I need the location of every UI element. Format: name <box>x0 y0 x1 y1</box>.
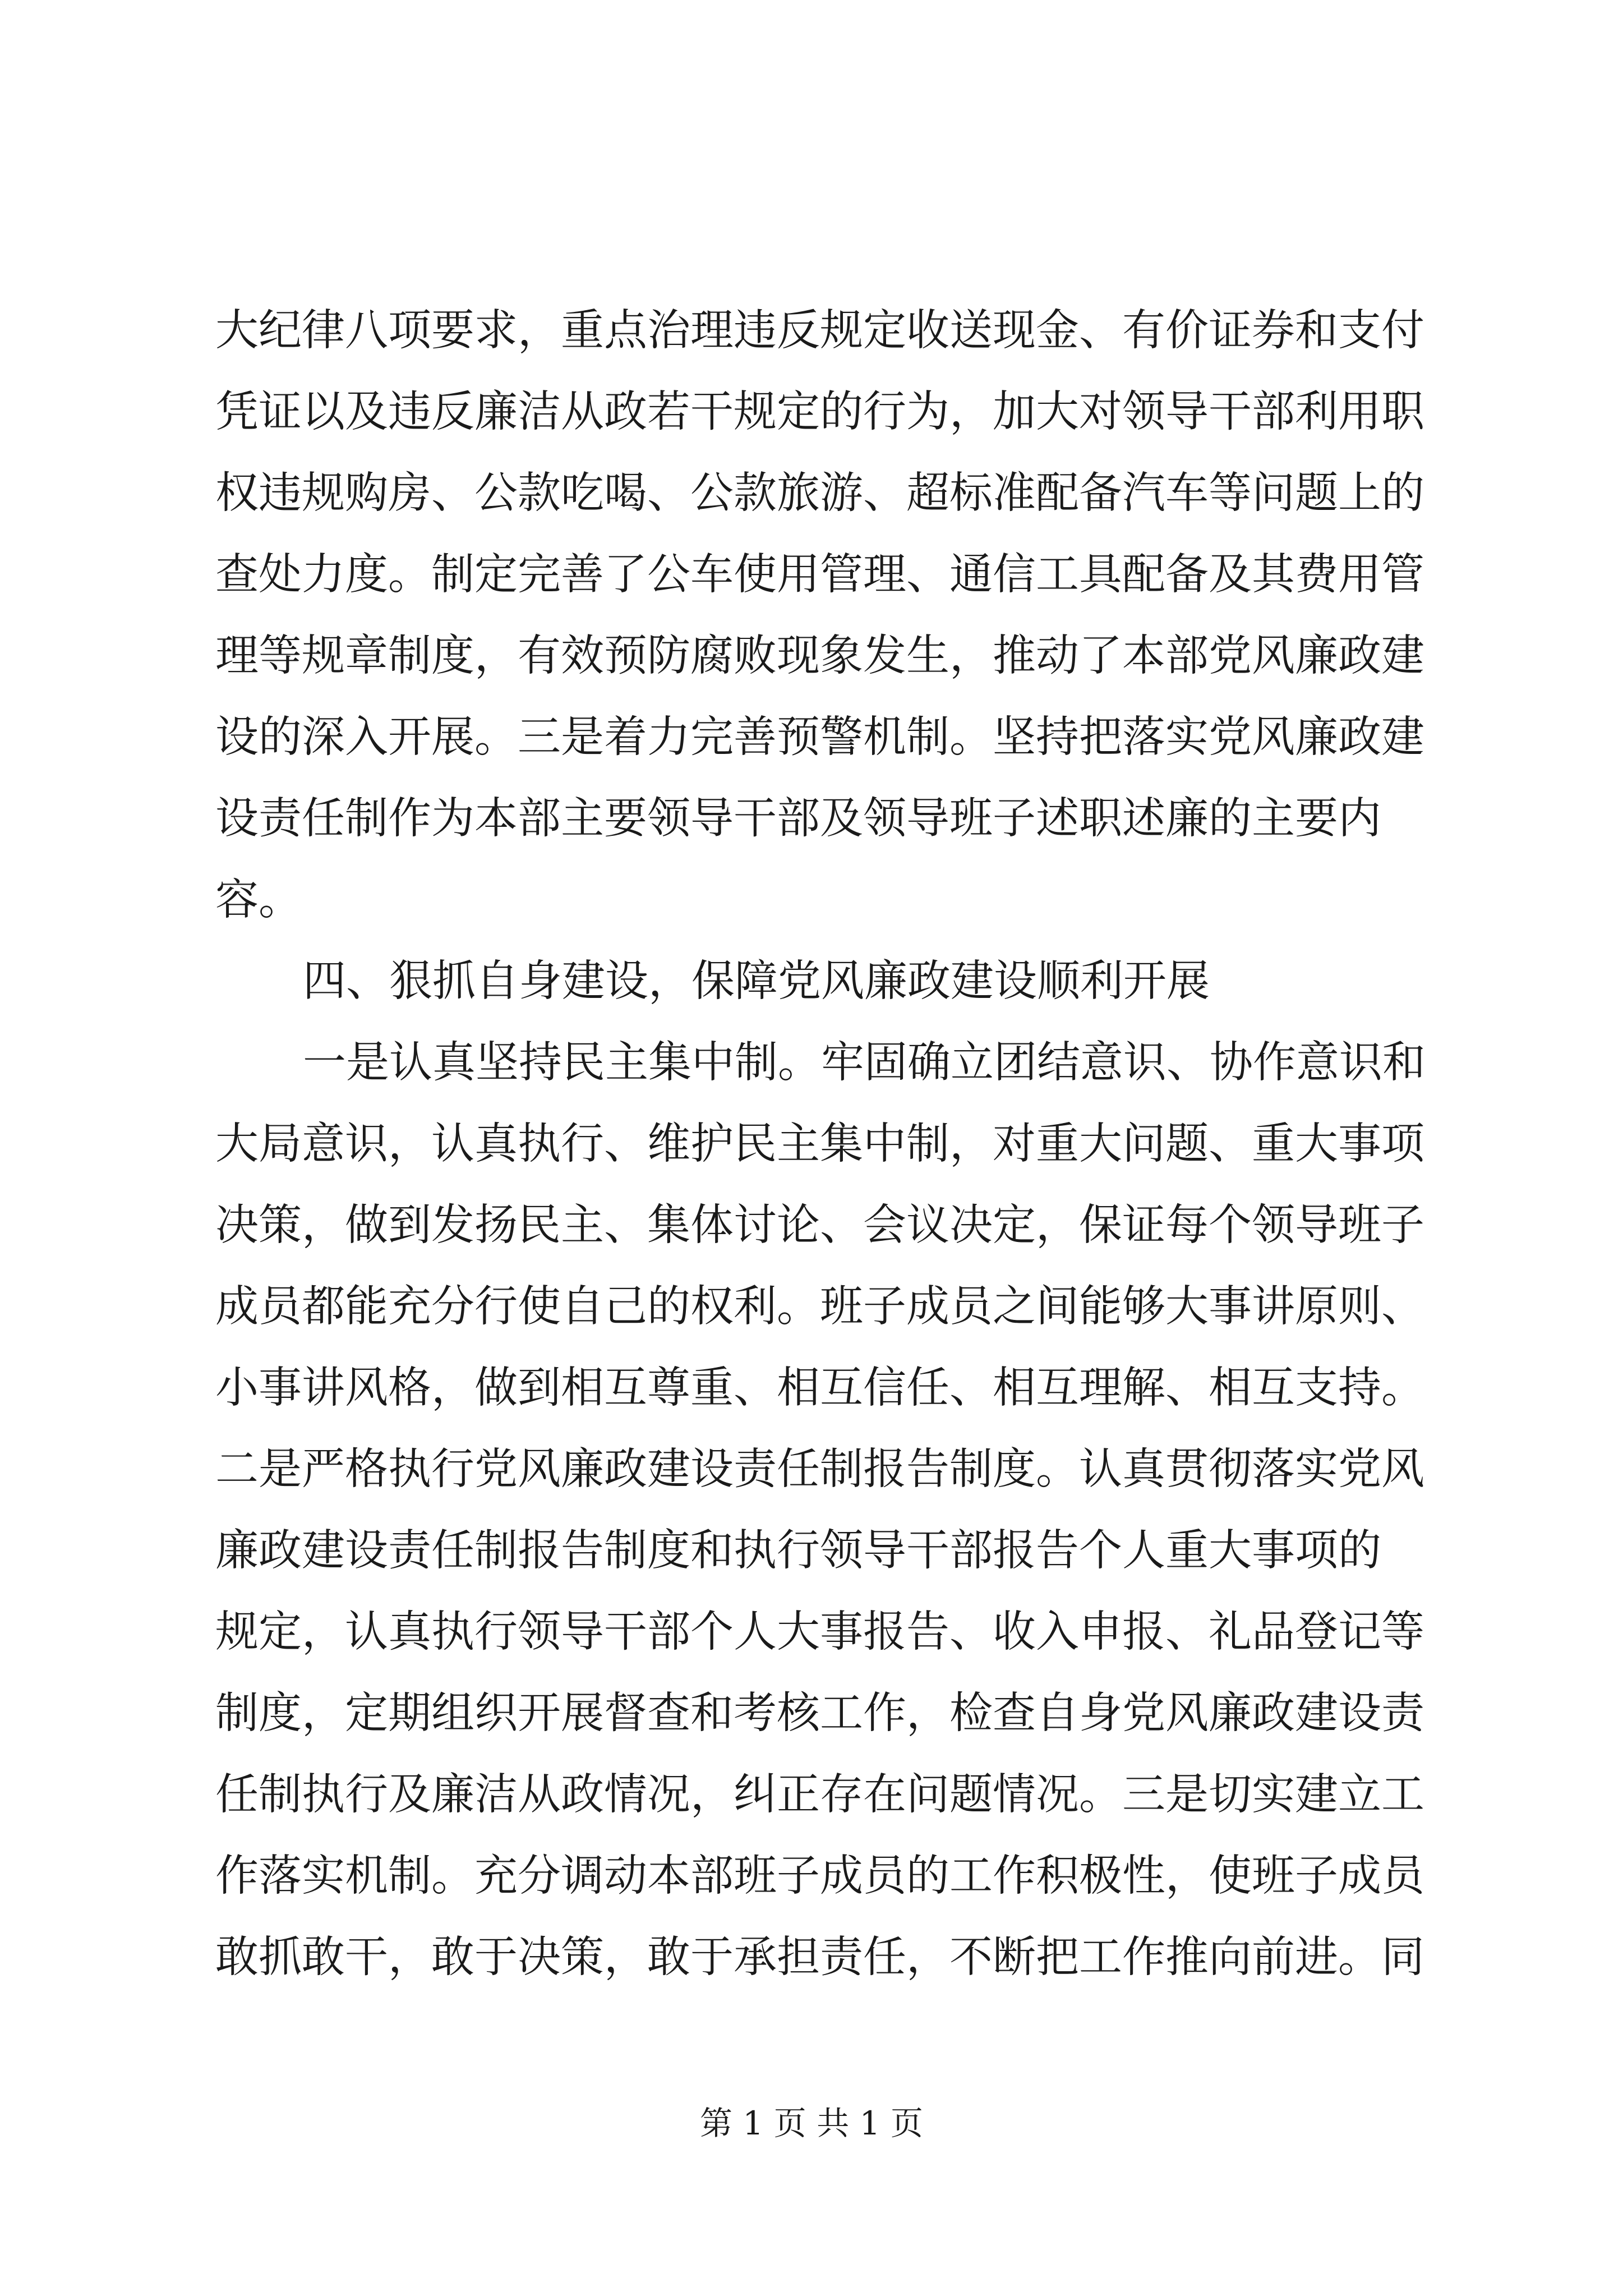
text-line: 权违规购房、公款吃喝、公款旅游、超标准配备汽车等问题上的 <box>215 468 1424 518</box>
text-line: 二是严格执行党风廉政建设责任制报告制度。认真贯彻落实党风 <box>215 1444 1424 1494</box>
text-line: 大纪律八项要求，重点治理违反规定收送现金、有价证券和支付 <box>215 306 1424 356</box>
text-line: 设的深入开展。三是着力完善预警机制。坚持把落实党风廉政建 <box>215 712 1424 762</box>
text-line: 设责任制作为本部主要领导干部及领导班子述职述廉的主要内 <box>215 794 1381 844</box>
text-line: 一是认真坚持民主集中制。牢固确立团结意识、协作意识和 <box>303 1038 1426 1088</box>
text-line: 作落实机制。充分调动本部班子成员的工作积极性，使班子成员 <box>215 1851 1424 1901</box>
text-line: 理等规章制度，有效预防腐败现象发生，推动了本部党风廉政建 <box>215 631 1424 681</box>
text-line: 任制执行及廉洁从政情况，纠正存在问题情况。三是切实建立工 <box>215 1770 1424 1820</box>
text-line: 制度，定期组织开展督查和考核工作，检查自身党风廉政建设责 <box>215 1688 1424 1738</box>
text-line: 容。 <box>215 875 302 925</box>
text-line: 大局意识，认真执行、维护民主集中制，对重大问题、重大事项 <box>215 1119 1424 1169</box>
text-line: 廉政建设责任制报告制度和执行领导干部报告个人重大事项的 <box>215 1526 1381 1576</box>
text-line: 小事讲风格，做到相互尊重、相互信任、相互理解、相互支持。 <box>215 1363 1424 1413</box>
text-line: 成员都能充分行使自己的权利。班子成员之间能够大事讲原则、 <box>215 1282 1424 1332</box>
text-line: 规定，认真执行领导干部个人大事报告、收入申报、礼品登记等 <box>215 1607 1424 1657</box>
section-heading: 四、狠抓自身建设，保障党风廉政建设顺利开展 <box>303 956 1210 1006</box>
page-footer: 第 1 页 共 1 页 <box>700 2104 923 2142</box>
text-line: 凭证以及违反廉洁从政若干规定的行为，加大对领导干部利用职 <box>215 387 1424 437</box>
text-line: 敢抓敢干，敢于决策，敢于承担责任，不断把工作推向前进。同 <box>215 1932 1424 1982</box>
text-line: 决策，做到发扬民主、集体讨论、会议决定，保证每个领导班子 <box>215 1200 1424 1250</box>
text-line: 查处力度。制定完善了公车使用管理、通信工具配备及其费用管 <box>215 550 1424 600</box>
